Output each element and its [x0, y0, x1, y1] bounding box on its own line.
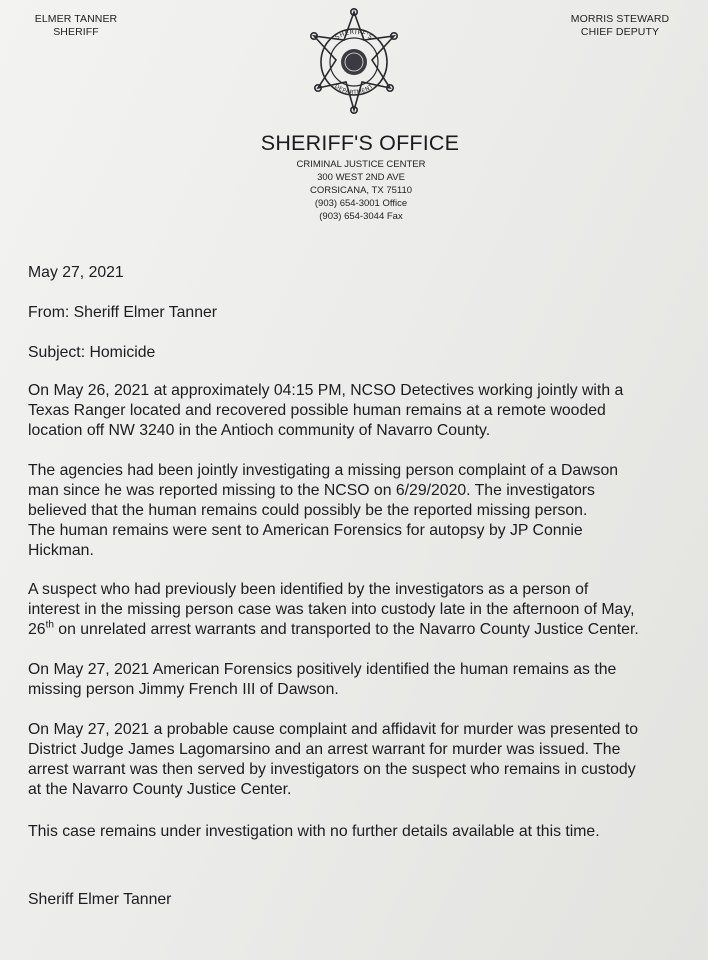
address-line: 300 WEST 2ND AVE	[317, 172, 405, 183]
paragraph-line: The agencies had been jointly investigating a missing person complaint of a Dawson	[28, 462, 619, 479]
paragraph-line: Hickman.	[28, 542, 94, 559]
address-line: CORSICANA, TX 75110	[309, 185, 413, 196]
paragraph-line: A suspect who had previously been identified by the investigators as a person of	[28, 581, 589, 598]
paragraph-2	[28, 461, 700, 561]
paragraph-line: On May 27, 2021 a probable cause complaint and affidavit for murder was presented to	[28, 721, 639, 738]
paragraph-line: The human remains were sent to American Forensics for autopsy by JP Connie	[28, 522, 583, 539]
paragraph-line: On May 27, 2021 American Forensics positively identified the human remains as the	[28, 661, 617, 678]
letter-date: May 27, 2021	[28, 264, 124, 281]
paragraph-line: at the Navarro County Justice Center.	[28, 781, 292, 798]
date-day: 26	[28, 621, 46, 638]
office-title: SHERIFF'S OFFICE	[260, 131, 460, 155]
paragraph-line	[28, 620, 700, 640]
chief-deputy-name-block	[570, 13, 670, 39]
fax-number: (903) 654-3044 Fax	[319, 211, 403, 222]
paragraph-1	[28, 381, 700, 441]
paragraph-6: This case remains under investigation with no further details available at this time.	[28, 823, 600, 840]
signature: Sheriff Elmer Tanner	[28, 891, 172, 908]
address-line: CRIMINAL JUSTICE CENTER	[296, 159, 426, 170]
chief-deputy-title: CHIEF DEPUTY	[580, 26, 660, 38]
office-phone: (903) 654-3001 Office	[314, 198, 408, 209]
sheriff-title: SHERIFF	[53, 26, 99, 38]
paragraph-line: On May 26, 2021 at approximately 04:15 PM, NCSO Detectives working jointly with a	[28, 382, 624, 399]
ordinal-suffix: th	[45, 619, 54, 631]
paragraph-line: District Judge James Lagomarsino and an arrest warrant for murder was issued. The	[28, 741, 621, 758]
paragraph-3	[28, 580, 700, 640]
sheriff-star-badge-icon	[300, 6, 408, 116]
sheriff-name: ELMER TANNER	[34, 13, 118, 25]
seal-bottom-text: DEPARTMENT	[333, 83, 375, 97]
letter-from: From: Sheriff Elmer Tanner	[28, 304, 218, 321]
paragraph-line: location off NW 3240 in the Antioch community of Navarro County.	[28, 422, 491, 439]
paragraph-line: missing person Jimmy French III of Dawson.	[28, 681, 339, 698]
svg-text:SHERIFF'S	[334, 29, 374, 42]
paragraph-line: interest in the missing person case was taken into custody late in the afternoon of May,	[28, 601, 635, 618]
letter-subject: Subject: Homicide	[28, 344, 156, 361]
chief-deputy-name: MORRIS STEWARD	[570, 13, 670, 25]
paragraph-5	[28, 720, 700, 800]
paragraph-line-rest: on unrelated arrest warrants and transported to the Navarro County Justice Center.	[53, 621, 639, 638]
paragraph-line: man since he was reported missing to the NCSO on 6/29/2020. The investigators	[28, 482, 595, 499]
paragraph-line: arrest warrant was then served by investigators on the suspect who remains in custody	[28, 761, 636, 778]
paragraph-4	[28, 660, 700, 700]
paragraph-line: Texas Ranger located and recovered possible human remains at a remote wooded	[28, 402, 606, 419]
office-address	[276, 158, 446, 223]
sheriff-name-block	[34, 13, 118, 39]
seal-top-text: SHERIFF'S	[334, 28, 374, 42]
paragraph-line: believed that the human remains could possibly be the reported missing person.	[28, 502, 588, 519]
